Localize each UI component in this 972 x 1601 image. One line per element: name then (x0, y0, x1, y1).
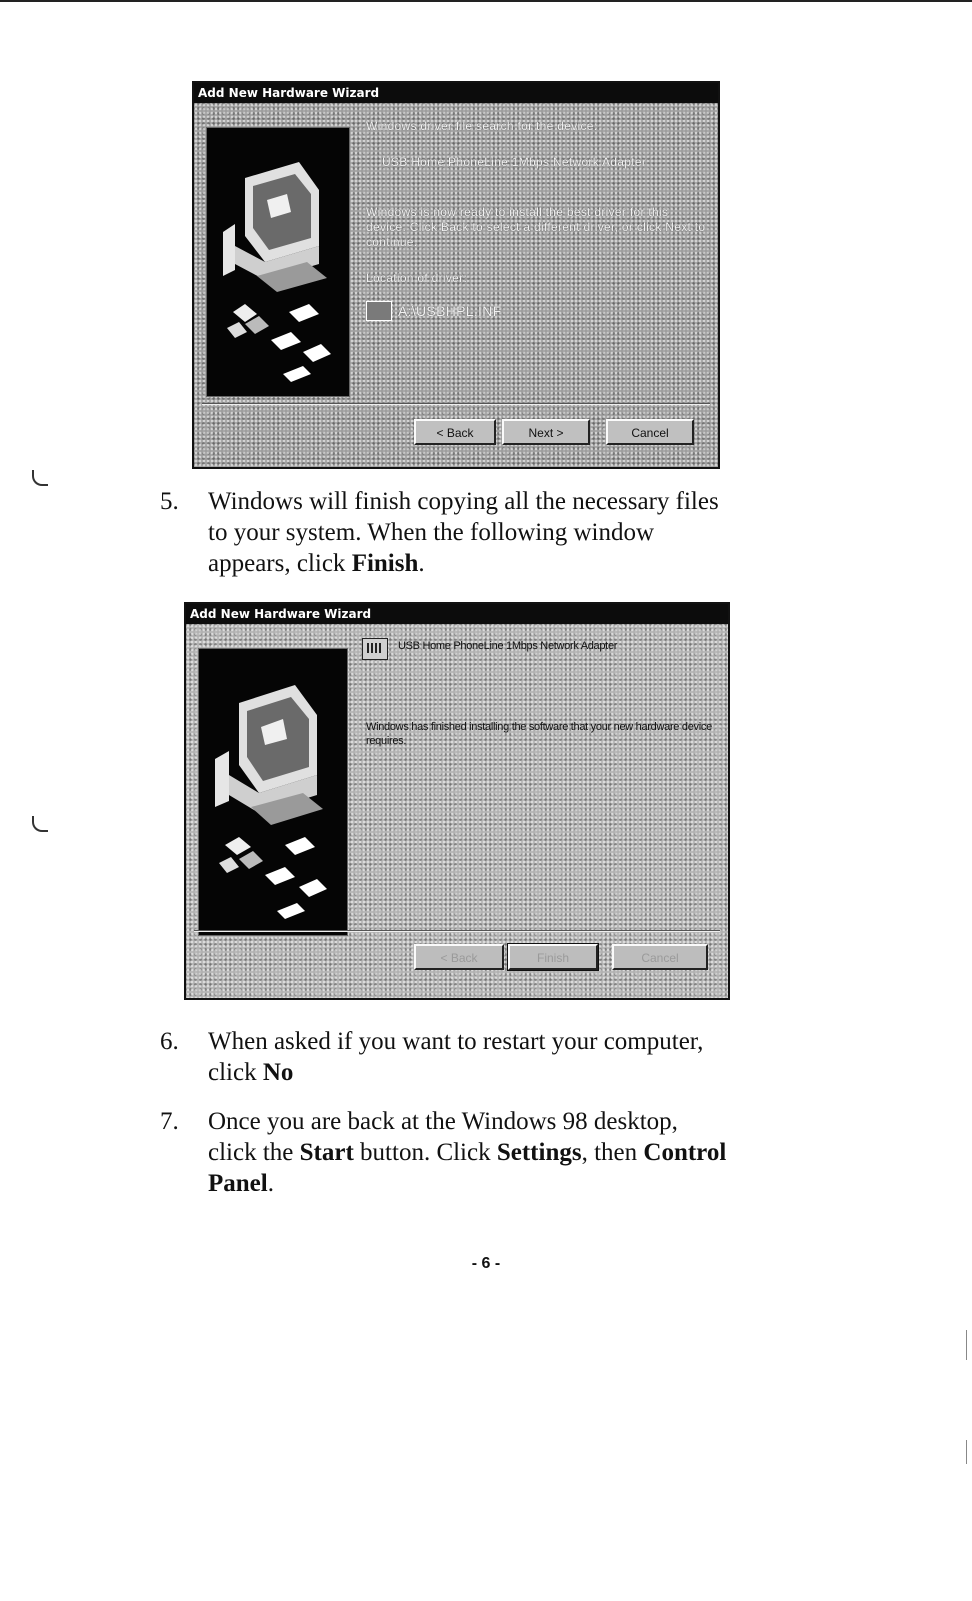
step-text (208, 1106, 728, 1199)
wizard-body (186, 624, 728, 998)
step-text-part: . (267, 1170, 274, 1197)
step-text-part: Once you are back at the Windows 98 desktop, click the (208, 1108, 678, 1166)
back-button[interactable]: < Back (414, 944, 504, 970)
step-number: 6. (160, 1028, 179, 1055)
step-emphasis: Control Panel (208, 1139, 727, 1197)
step-text-part: . (418, 550, 425, 577)
step-number: 7. (160, 1108, 179, 1135)
step-text (208, 1026, 728, 1088)
top-rule (0, 0, 972, 2)
search-label: Windows driver file search for the device: (366, 119, 598, 133)
finished-message: Windows has finished installing the software that your new hardware device requires. (366, 721, 712, 747)
step-text-part: button. Click (353, 1139, 497, 1166)
ready-message: Windows is now ready to install the best driver for this device. Click Back to select a different driver, or click Next to continue. (366, 205, 706, 249)
cancel-button[interactable]: Cancel (606, 419, 694, 445)
step-emphasis: Settings (496, 1139, 582, 1166)
step-emphasis: Finish (351, 550, 419, 577)
device-name: USB Home PhoneLine 1Mbps Network Adapter (382, 155, 647, 169)
wizard-titlebar: Add New Hardware Wizard (194, 83, 718, 103)
separator (202, 403, 710, 405)
page-number: - 6 - (471, 1255, 501, 1272)
device-name: USB Home PhoneLine 1Mbps Network Adapter (398, 640, 618, 652)
scan-edge-mark (966, 1440, 967, 1464)
next-button[interactable]: Next > (502, 419, 590, 445)
location-label: Location of driver: (366, 271, 468, 285)
network-adapter-icon (362, 638, 388, 660)
computer-disks-icon (207, 128, 349, 396)
driver-file-icon (366, 301, 392, 321)
separator (194, 930, 720, 932)
back-button[interactable]: < Back (414, 419, 496, 445)
hardware-illustration (206, 127, 350, 397)
margin-mark (32, 816, 48, 832)
wizard-titlebar: Add New Hardware Wizard (186, 604, 728, 624)
wizard-window-ready-to-install (192, 81, 720, 469)
step-text (208, 486, 728, 579)
margin-mark (32, 470, 48, 486)
step-text-part: , then (581, 1139, 644, 1166)
step-emphasis: No (262, 1059, 294, 1086)
computer-disks-icon (199, 649, 347, 935)
step-text-part: When asked if you want to restart your computer, click (208, 1028, 704, 1086)
finish-button[interactable]: Finish (508, 944, 598, 970)
wizard-body (194, 103, 718, 467)
wizard-window-finished (184, 602, 730, 1000)
hardware-illustration (198, 648, 348, 936)
step-number: 5. (160, 488, 179, 515)
scan-edge-mark (966, 1330, 967, 1360)
step-emphasis: Start (299, 1139, 354, 1166)
driver-path: A:\USBHPL.INF (398, 303, 502, 319)
step-text-part: Windows will finish copying all the necessary files to your system. When the following window appears, click (208, 488, 719, 577)
cancel-button[interactable]: Cancel (612, 944, 708, 970)
